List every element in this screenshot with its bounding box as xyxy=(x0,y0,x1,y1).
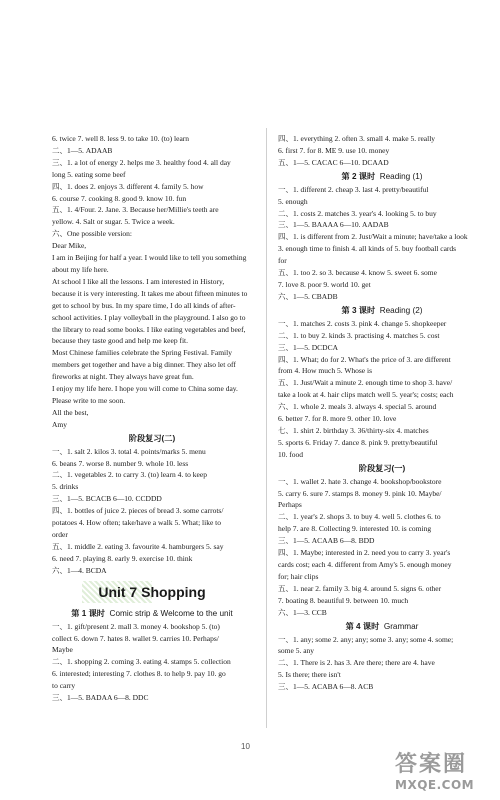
text-line: because it is very interesting. It takes me about fifteen minutes to xyxy=(52,288,248,298)
text-line: fireworks at night. They always have great fun. xyxy=(52,372,194,382)
text-line: 7. love 8. poor 9. world 10. get xyxy=(278,279,371,289)
text-line: 6. beans 7. worse 8. number 9. whole 10. less xyxy=(52,458,189,468)
text-line: collect 6. down 7. hates 8. wallet 9. carries 10. Perhaps/ xyxy=(52,633,219,643)
text-line: Perhaps xyxy=(278,500,302,510)
text-line: 7. boating 8. beautiful 9. between 10. much xyxy=(278,595,409,605)
text-line: 二、1. year's 2. shops 3. to buy 4. well 5. clothes 6. to xyxy=(278,512,441,522)
lesson-2-heading xyxy=(278,170,486,183)
text-line: 五、1. near 2. family 3. big 4. around 5. signs 6. other xyxy=(278,583,442,593)
text-line: 五、1. 4/Four. 2. Jane. 3. Because her/Millie's teeth are xyxy=(52,205,219,215)
text-line: 五、1. too 2. so 3. because 4. know 5. sweet 6. some xyxy=(278,268,437,278)
text-line: about my life here. xyxy=(52,264,109,274)
text-line: get to school by bus. In my spare time, I do all kinds of after- xyxy=(52,300,236,310)
text-line: 一、1. different 2. cheap 3. last 4. pretty/beautiful xyxy=(278,184,429,194)
text-line: 三、1. a lot of energy 2. helps me 3. healthy food 4. all day xyxy=(52,157,231,167)
text-line: help 7. are 8. Collecting 9. interested 10. is coming xyxy=(278,524,432,534)
text-line: 6. better 7. for 8. more 9. other 10. love xyxy=(278,414,397,424)
lesson-2-title: Reading (1) xyxy=(379,171,423,181)
unit-title-text: Unit 7 Shopping xyxy=(98,583,206,600)
text-line: 六、1. whole 2. meals 3. always 4. special 5. around xyxy=(278,402,437,412)
text-line: 四、1. does 2. enjoys 3. different 4. family 5. how xyxy=(52,181,204,191)
text-line: 二、1. There is 2. has 3. Are there; there are 4. have xyxy=(278,658,435,668)
text-line: 一、1. matches 2. costs 3. pink 4. change 5. shopkeeper xyxy=(278,318,447,328)
text-line: yellow. 4. Salt or sugar. 5. Twice a week. xyxy=(52,217,175,227)
text-line: I enjoy my life here. I hope you will come to China some day. xyxy=(52,384,238,394)
text-line: 6. course 7. cooking 8. good 9. know 10. fun xyxy=(52,193,187,203)
text-line: 七、1. shirt 2. birthday 3. 36/thirty-six 4. matches xyxy=(278,425,429,435)
text-line: 五、1—5. CACAC 6—10. DCAAD xyxy=(278,157,389,167)
text-line: 五、1. middle 2. eating 3. favourite 4. hamburgers 5. say xyxy=(52,541,224,551)
text-line: 6. twice 7. well 8. less 9. to take 10. (to) learn xyxy=(52,134,190,143)
text-line: 10. food xyxy=(278,449,303,459)
lesson-3-title: Reading (2) xyxy=(379,305,423,315)
text-line: 5. carry 6. sure 7. stamps 8. money 9. pink 10. Maybe/ xyxy=(278,488,442,498)
text-line: 二、1. shopping 2. coming 3. eating 4. stamps 5. collection xyxy=(52,657,231,667)
watermark-url: MXQE.COM xyxy=(395,778,475,792)
text-line: 5. sports 6. Friday 7. dance 8. pink 9. pretty/beautiful xyxy=(278,437,438,447)
text-line: 二、1—5. ADAAB xyxy=(52,145,113,155)
right-column xyxy=(278,133,486,693)
text-line: 一、1. wallet 2. hate 3. change 4. bookshop/bookstore xyxy=(278,476,442,486)
text-line: 3. enough time to finish 4. all kinds of 5. buy football cards xyxy=(278,244,457,254)
text-line: 六、1—5. CBADB xyxy=(278,291,338,301)
lesson-4-number: 第 4 课时 xyxy=(345,621,380,631)
text-line: 5. enough xyxy=(278,196,308,206)
text-line: school activities. I play volleyball in the playground. I also go to xyxy=(52,312,246,322)
text-line: 三、1—5. ACABA 6—8. ACB xyxy=(278,682,374,692)
column-divider xyxy=(266,128,267,728)
page-number: 10 xyxy=(241,742,250,751)
section-heading-review-1: 阶段复习(一) xyxy=(358,463,406,473)
lesson-1-heading xyxy=(52,607,252,620)
section-heading-review-2: 阶段复习(二) xyxy=(128,433,176,443)
text-line: 三、1—5. DCDCA xyxy=(278,342,339,352)
text-line: 5. Is there; there isn't xyxy=(278,670,341,680)
lesson-1-number: 第 1 课时 xyxy=(71,608,105,618)
text-line: 6. need 7. playing 8. early 9. exercise 10. think xyxy=(52,553,193,563)
text-line: for; hair clips xyxy=(278,571,319,581)
text-line: 三、1—5. BADAA 6—8. DDC xyxy=(52,693,149,703)
text-line: 六、1—4. BCDA xyxy=(52,565,107,575)
text-line: Maybe xyxy=(52,645,73,655)
text-line: 四、1. everything 2. often 3. small 4. make 5. really xyxy=(278,134,436,143)
unit-title xyxy=(52,579,252,605)
lesson-3-number: 第 3 课时 xyxy=(341,305,376,315)
text-line: Most Chinese families celebrate the Spring Festival. Family xyxy=(52,348,232,358)
text-line: the library to read some books. I like eating vegetables and beef, xyxy=(52,324,246,334)
watermark-logo xyxy=(395,752,495,796)
text-line: 四、1. bottles of juice 2. pieces of bread 3. some carrots/ xyxy=(52,506,224,516)
text-line: 五、1. Just/Wait a minute 2. enough time to shop 3. have/ xyxy=(278,378,453,388)
text-line: 一、1. salt 2. kilos 3. total 4. points/marks 5. menu xyxy=(52,446,206,456)
watermark-text: 答案圈 xyxy=(395,752,468,777)
text-line: All the best, xyxy=(52,407,89,417)
text-line: members get together and have a big dinner. They also let off xyxy=(52,360,236,370)
text-line: 四、1. is different from 2. Just/Wait a minute; have/take a look xyxy=(278,232,468,242)
text-line: 二、1. vegetables 2. to carry 3. (to) learn 4. to keep xyxy=(52,470,207,480)
text-line: take a look at 4. hair clips match well 5. year's; costs; each xyxy=(278,390,454,400)
lesson-2-number: 第 2 课时 xyxy=(341,171,376,181)
text-line: for xyxy=(278,256,287,266)
text-line: order xyxy=(52,530,68,539)
text-line: 6. first 7. for 8. ME 9. use 10. money xyxy=(278,145,390,155)
text-line: 四、1. Maybe; interested in 2. need you to carry 3. year's xyxy=(278,548,451,558)
text-line: some 5. any xyxy=(278,646,315,656)
text-line: 六、1—3. CCB xyxy=(278,607,327,617)
text-line: 一、1. any; some 2. any; any; some 3. any; some 4. some; xyxy=(278,634,454,644)
text-line: 二、1. costs 2. matches 3. year's 4. looking 5. to buy xyxy=(278,208,437,218)
text-line: 六、One possible version: xyxy=(52,229,132,239)
lesson-3-heading xyxy=(278,304,486,317)
lesson-4-heading xyxy=(278,620,486,633)
text-line: I am in Beijing for half a year. I would like to tell you something xyxy=(52,253,247,263)
text-line: Please write to me soon. xyxy=(52,395,126,405)
text-line: 二、1. to buy 2. kinds 3. practising 4. matches 5. cost xyxy=(278,330,440,340)
text-line: 6. interested; interesting 7. clothes 8. to help 9. pay 10. go xyxy=(52,669,226,679)
text-line: 5. drinks xyxy=(52,482,79,492)
lesson-4-title: Grammar xyxy=(383,621,419,631)
text-line: to carry xyxy=(52,681,76,691)
text-line: long 5. eating some beef xyxy=(52,169,126,179)
text-line: At school I like all the lessons. I am interested in History, xyxy=(52,276,225,286)
lesson-1-title: Comic strip & Welcome to the unit xyxy=(109,608,233,618)
left-column xyxy=(52,133,252,704)
text-line: 三、1—5. BAAAA 6—10. AADAB xyxy=(278,220,389,230)
text-line: Dear Mike, xyxy=(52,241,87,251)
text-line: cards cost; each 4. different from Amy's 5. enough money xyxy=(278,560,452,569)
text-line: Amy xyxy=(52,419,67,429)
text-line: potatoes 4. How often; take/have a walk 5. What; like to xyxy=(52,518,221,528)
text-line: 四、1. What; do for 2. What's the price of 3. are different xyxy=(278,354,451,364)
text-line: 三、1—5. BCACB 6—10. CCDDD xyxy=(52,494,162,504)
text-line: because they taste good and help me keep fit. xyxy=(52,336,188,346)
text-line: 一、1. gift/present 2. mall 3. money 4. bookshop 5. (to) xyxy=(52,621,220,631)
text-line: 三、1—5. ACAAB 6—8. BDD xyxy=(278,536,375,546)
text-line: from 4. How much 5. Whose is xyxy=(278,366,373,376)
